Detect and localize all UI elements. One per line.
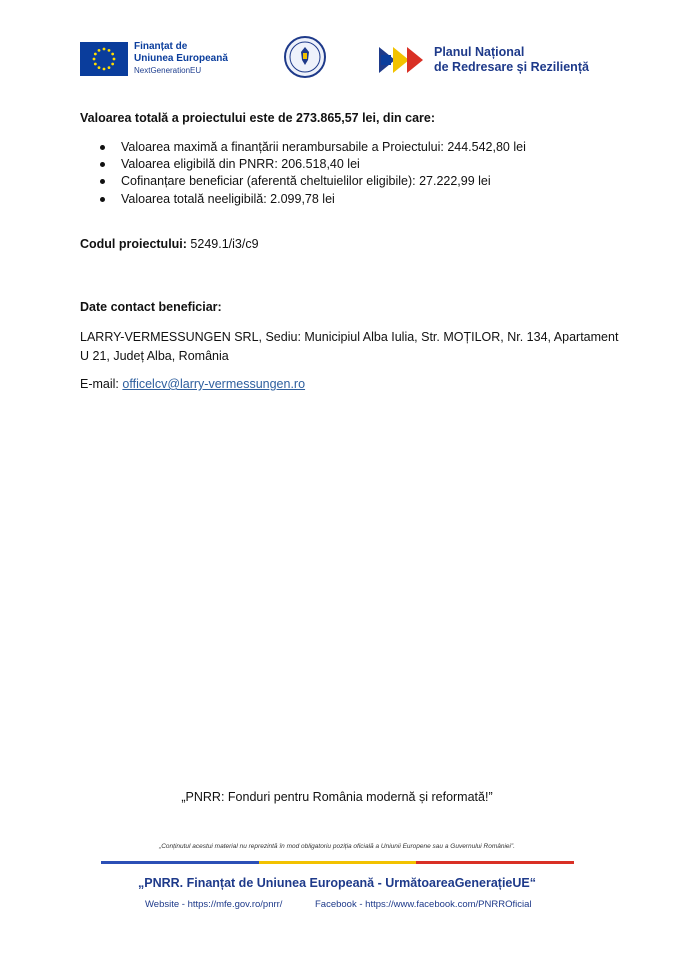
beneficiary-address: [80, 328, 618, 366]
facebook-link[interactable]: Facebook - https://www.facebook.com/PNRROficial: [315, 899, 532, 910]
project-code-label: Codul proiectului:: [80, 237, 187, 251]
eu-flag-icon: [80, 42, 128, 76]
eu-star-icon: [98, 49, 101, 52]
eu-star-icon: [103, 68, 106, 71]
address-line: LARRY-VERMESSUNGEN SRL, Sediu: Municipiul Alba Iulia, Str. MOȚILOR, Nr. 134, Apartament: [80, 330, 619, 344]
eu-star-icon: [94, 63, 97, 66]
eu-star-icon: [111, 53, 114, 56]
eu-logo-line3: NextGenerationEU: [134, 66, 202, 75]
eu-star-icon: [108, 49, 111, 52]
eu-star-icon: [98, 66, 101, 69]
website-link[interactable]: Website - https://mfe.gov.ro/pnrr/: [145, 899, 283, 910]
eu-star-icon: [94, 53, 97, 56]
value-breakdown-list: [100, 139, 526, 208]
disclaimer-text: „Conținutul acestui material nu reprezintă în mod obligatoriu poziția oficială a Uniunii Europene sau a Guvernului României”.: [159, 843, 515, 850]
tricolor-divider: [101, 861, 574, 864]
email-label: E-mail:: [80, 377, 119, 391]
pnrr-arrow-logo-icon: [379, 45, 427, 75]
eu-logo-line2: Uniunea Europeană: [134, 53, 228, 64]
address-line: U 21, Județ Alba, România: [80, 349, 229, 363]
email-link[interactable]: officelcv@larry-vermessungen.ro: [122, 377, 306, 391]
pnrr-logo-text: [434, 45, 589, 75]
pnrr-slogan: „PNRR: Fonduri pentru România modernă și reformată!”: [181, 790, 493, 804]
pnrr-logo-line2: de Redresare și Reziliență: [434, 60, 589, 74]
list-item: Valoarea maximă a finanțării nerambursabile a Proiectului: 244.542,80 lei: [100, 139, 526, 156]
list-item: Valoarea eligibilă din PNRR: 206.518,40 lei: [100, 156, 526, 173]
eu-star-icon: [111, 63, 114, 66]
project-total-value: Valoarea totală a proiectului este de 273.865,57 lei, din care:: [80, 111, 436, 125]
footer-title: „PNRR. Finanțat de Uniunea Europeană - UrmătoareaGenerațieUE“: [137, 876, 536, 890]
project-code-value: 5249.1/i3/c9: [190, 237, 259, 251]
eu-star-icon: [113, 58, 116, 61]
project-code: [80, 236, 259, 253]
eu-logo-line1: Finanțat de: [134, 41, 188, 52]
email-row: [80, 376, 305, 393]
pnrr-logo-line1: Planul Național: [434, 45, 525, 59]
eu-star-icon: [108, 66, 111, 69]
list-item: Valoarea totală neeligibilă: 2.099,78 lei: [100, 191, 526, 208]
eu-star-icon: [93, 58, 96, 61]
eu-star-icon: [103, 48, 106, 51]
romanian-government-seal-icon: [284, 36, 326, 78]
contact-heading: Date contact beneficiar:: [80, 300, 222, 314]
list-item: Cofinanțare beneficiar (aferentă cheltuielilor eligibile): 27.222,99 lei: [100, 173, 526, 190]
eu-funding-logo-text: [134, 41, 228, 77]
